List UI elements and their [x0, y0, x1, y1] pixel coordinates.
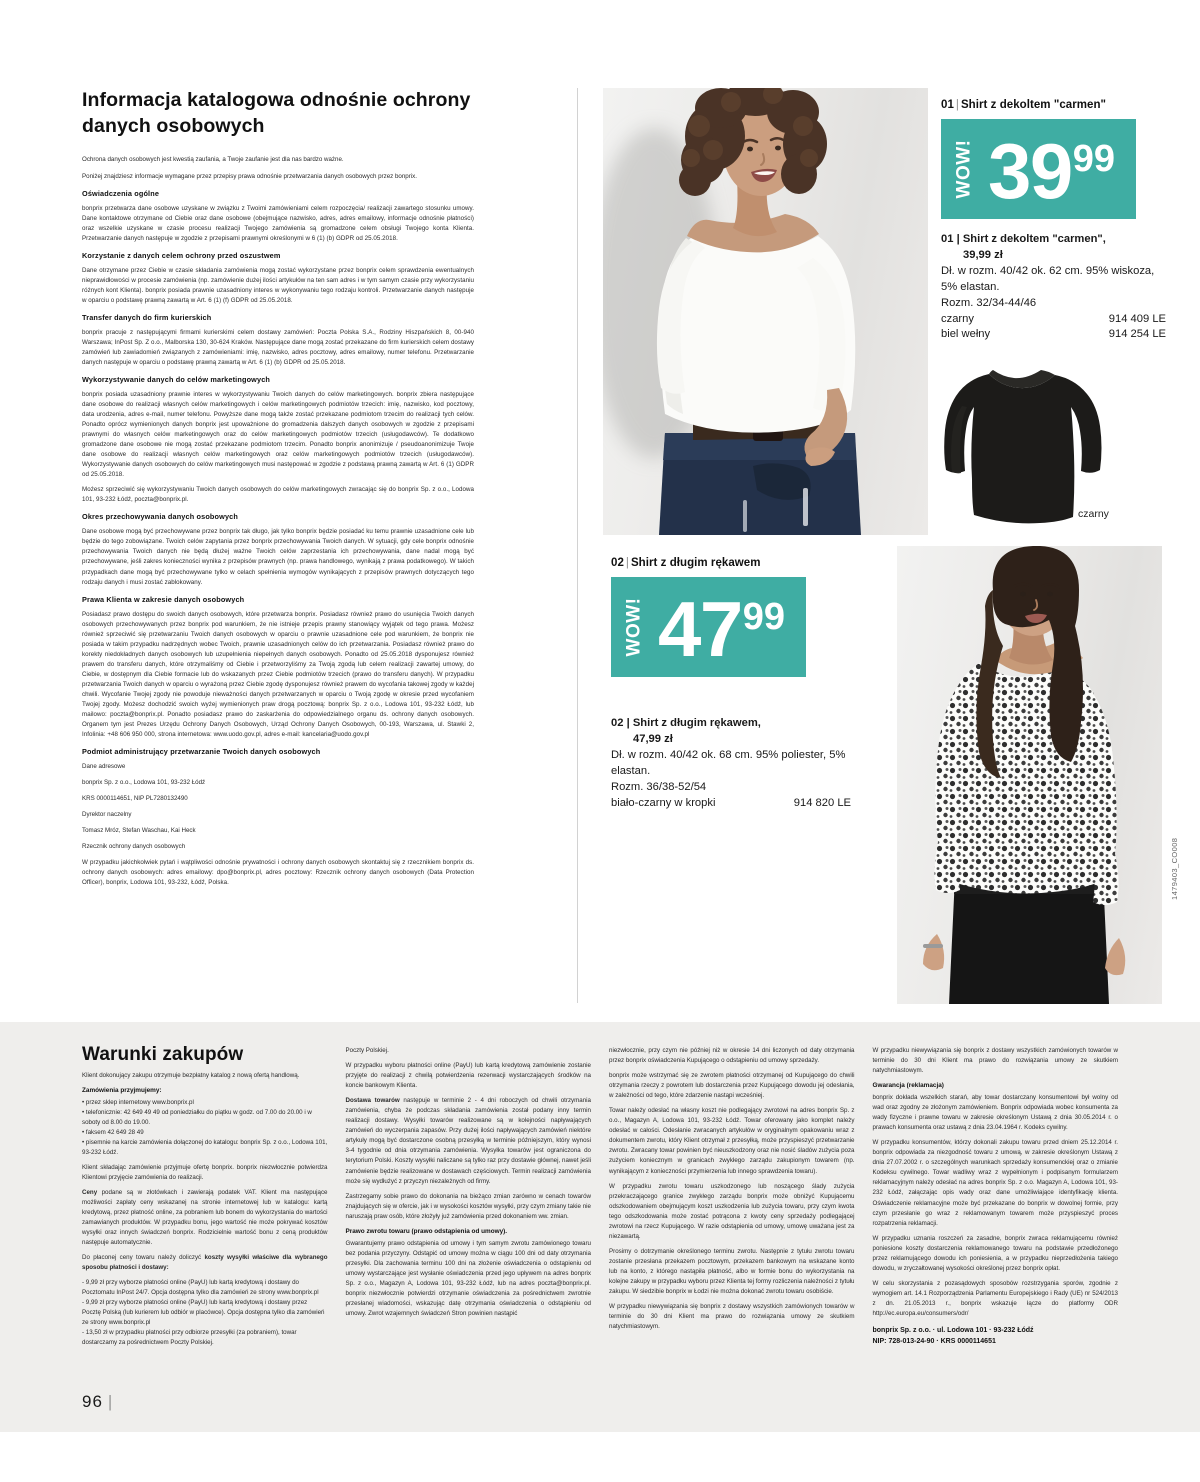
- product-02-title: [611, 557, 891, 569]
- product-02-variant-row-0: [611, 796, 851, 812]
- wow-label-01: WOW!: [953, 139, 975, 199]
- product-01-number: 01: [941, 99, 954, 111]
- page-number: [82, 1392, 113, 1412]
- terms-c3-p2: bonprix może wstrzymać się ze zwrotem płatności otrzymanej od Kupującego do chwili otrzymania rzeczy z powrotem lub dostarczenia przez Kupującego dowodu jej odesłania, w zależności od tego, które zdarzenie nastąpi wcześniej.: [609, 1072, 855, 1100]
- product-02-caption-sep: |: [626, 717, 630, 729]
- product-02-caption-head: [611, 716, 876, 732]
- privacy-body-fraud: Dane otrzymane przez Ciebie w czasie składania zamówienia mogą zostać wykorzystane przez bonprix celem sprawdzenia ewentualnych nieprawidłowości w procesie zamówienia (np. zamówienie dużej ilości artykułów na ten sam adres i w tym samym czasie przy wykorzystaniu różnych kont Klienta). bonprix posiada prawnie uzasadniony interes w wykonywaniu tego rodzaju kontroli. Przetwarzanie danych następuje w oparciu o podstawę prawną zawartą w Art. 6 (1) (f) GDPR od 25.05.2018.: [82, 266, 474, 304]
- product-02-number: 02: [611, 557, 624, 569]
- product-01-variant-row-0: [941, 312, 1166, 328]
- privacy-intro-2: Poniżej znajdziesz informacje wymagane przez przepisy prawa odnośnie przetwarzania danych osobowych przez bonprix.: [82, 172, 417, 180]
- controller-line-2: KRS 0000114651, NIP PL7280132490: [82, 795, 188, 803]
- model-illustration-01: [603, 88, 928, 535]
- terms-returns-heading: Prawo zwrotu towaru (prawo odstąpienia od umowy).: [345, 1227, 508, 1235]
- terms-column-4: [873, 1044, 1119, 1412]
- product-02-variant-code-0: 914 820 LE: [793, 796, 851, 809]
- privacy-heading-fraud: Korzystanie z danych celem ochrony przed oszustwem: [82, 250, 281, 260]
- flat-shirt-illustration: [942, 360, 1114, 525]
- privacy-body-storage: Dane osobowe mogą być przechowywane przez bonprix tak długo, jak tylko bonprix będzie posiadać ku temu prawnie uzasadnione cele lub będzie do tego zobowiązane. Twoich celów zapytania przez bonprix przechowywania Twoich danych. W sytuacji, gdy cele bonprix odnośnie przechowywania Twoich danych nie będą dłużej ważne Twoich celów zaprzestania ich przechowywania, dane nadal mogą być przechowywane, jeśli zakres konieczności wynika z przepisów prawnych (np. prawa handlowego, wynikają z prawa podatkowego). W takich przypadkach dane mogą być przechowywane tylko w celach spełnienia wymogów wynikających z przepisów prawnych dotyczących tego rodzaju danych i musi zostać zablokowany.: [82, 528, 474, 586]
- product-02-price-integer: 47: [657, 585, 742, 674]
- controller-line-0: Dane adresowe: [82, 763, 126, 771]
- terms-warranty-1: bonprix dokłada wszelkich starań, aby towar dostarczany konsumentowi był wolny od wad oraz zgodny ze złożonym zamówieniem. Bonprix odpowiada wobec konsumenta za wady fizyczne i prawne towaru w zakresie określonym Ustawą z dnia 30.05.2014 r. o prawach konsumenta oraz ustawą z dnia 23.04.1964 r. Kodeks cywilny.: [872, 1094, 1118, 1132]
- product-01-caption-sep: |: [956, 233, 960, 245]
- product-02-price-text: 47,99 zł: [633, 732, 673, 745]
- privacy-closing: W przypadku jakichkolwiek pytań i wątpliwości odnośnie prywatności i ochrony danych osobowych skontaktuj się z rzecznikiem bonprix ds. ochrony danych osobowych: adres emailowy: dpo@bonprix.pl, adres pocztowy: Rzecznik ochrony danych osobowych (Data Protection Officer), bonprix, Lodowa 101, 93-232, Łódź, Polska.: [82, 859, 474, 887]
- terms-prices-body: podane są w złotówkach i zawierają podatek VAT. Klient ma następujące możliwości zapłaty ceny wskazanej na stronie internetowej lub w katalogu: kartą kredytową, przez płatność online, za pobraniem lub bonem do wykorzystania do wartości zamawianych produktów. W przypadku bonu, jego wartość nie może pokrywać kosztów wysyłki oraz innych świadczeń bonprix. Rodzicielnie wartość bonu z ceną produktów następuje automatycznie.: [82, 1188, 328, 1246]
- terms-shipping: [82, 1253, 328, 1273]
- terms-orders-item-2: • faksem 42 649 28 49: [82, 1128, 144, 1136]
- terms-poczty: Poczty Polskiej.: [345, 1047, 389, 1054]
- terms-shipping-lead: Do płaconej ceny towaru należy doliczyć: [82, 1253, 202, 1261]
- terms-c3-p5: Prosimy o dotrzymanie określonego terminu zwrotu. Następnie z tytułu zwrotu towaru zostanie przesłana przekazem pocztowym, przekazem bankowym na wskazane konto lub na konto, z którego nastąpiła płatność, albo w formie bonu do wykorzystania na kolejne zakupy w przypadku wyboru przez Klienta tej formy rozliczenia należności z tytułu zakupu. W siedzibie bonprix w Łodzi nie można dokonać zwrotu towaru osobiście.: [609, 1247, 855, 1296]
- terms-column-2: [346, 1044, 592, 1412]
- product-02-caption-number: 02: [611, 717, 624, 729]
- company-footer-line-1: bonprix Sp. z o.o. · ul. Lodowa 101 · 93-232 Łódź: [872, 1327, 1034, 1335]
- terms-warranty-4: W celu skorzystania z pozasądowych sposobów rozstrzygania sporów, zgodnie z wymogiem art. 14.1 Rozporządzenia Parlamentu Europejskiego i Rady (UE) nr 524/2013 z dn. 21.05.2013 r., bonprix wskazuje łącze do platformy ODR http://ec.europa.eu/consumers/odr/: [872, 1279, 1118, 1317]
- product-02-name: Shirt z długim rękawem: [630, 557, 761, 569]
- product-01-price-integer: 39: [987, 127, 1072, 216]
- privacy-marketing-optout: Możesz sprzeciwić się wykorzystywaniu Twoich danych osobowych do celów marketingowych zwracając się do bonprix Sp. z o.o., Lodowa 101, 93-232 Łódź, poczta@bonprix.pl.: [82, 486, 474, 504]
- product-01-caption-title: Shirt z dekoltem "carmen",: [962, 233, 1106, 245]
- privacy-heading-storage: Okres przechowywania danych osobowych: [82, 512, 238, 522]
- company-footer-line-2: NIP: 728-013-24-90 · KRS 0000114651: [872, 1338, 996, 1346]
- terms-shipping-item-2: - 13,50 zł w przypadku płatności przy odbiorze przesyłki (za pobraniem), towar dostarczamy za pośrednictwem Poczty Polskiej.: [82, 1328, 297, 1346]
- terms-c4-top: W przypadku niewywiązania się bonprix z dostawy wszystkich zamówionych towarów w terminie do 30 dni Klient ma prawo do rozwiązania umowy ze skutkiem natychmiastowym.: [872, 1047, 1118, 1075]
- page-number-bar: |: [107, 1392, 114, 1411]
- terms-changes: Zastrzegamy sobie prawo do dokonania na bieżąco zmian zarówno w cenach towarów znajdujących się w ofercie, jak i w wysokości kosztów wysyłki, przy czym zmiany takie nie naruszają praw osób, które złożyły już zamówienia przed dokonaniem ww. zmian.: [345, 1192, 591, 1220]
- product-01-title: [941, 99, 1191, 111]
- product-02-price-badge: [611, 577, 806, 677]
- terms-c3-p1: niezwłocznie, przy czym nie później niż w okresie 14 dni liczonych od daty otrzymania przez bonprix oświadczenia Kupującego o odstąpieniu od umowy sprzedaży.: [609, 1047, 855, 1065]
- terms-orders-item-1: • telefonicznie: 42 649 49 49 od poniedziałku do piątku w godz. od 7.00 do 20.00 i w soboty od 8.00 do 19.00.: [82, 1108, 312, 1126]
- terms-title: Warunki zakupów: [82, 1044, 244, 1065]
- privacy-heading-marketing: Wykorzystywanie danych do celów marketingowych: [82, 374, 271, 384]
- product-02-caption: [611, 716, 876, 811]
- product-02-description-2: Rozm. 36/38-52/54: [611, 780, 707, 793]
- terms-prices-lead: Ceny: [82, 1188, 98, 1196]
- controller-line-5: Rzecznik ochrony danych osobowych: [82, 843, 186, 851]
- terms-column-1: [82, 1044, 328, 1412]
- product-02-description-1: Dł. w rozm. 40/42 ok. 68 cm. 95% poliester, 5% elastan.: [611, 748, 846, 777]
- product-01-variant-color-1: biel wełny: [941, 328, 991, 341]
- wow-label-02: WOW!: [623, 597, 645, 657]
- terms-c3-p3: Towar należy odesłać na własny koszt nie podlegający zwrotowi na adres bonprix Sp. z o.o., Magazyn A, Lodowa 101, 93-232 Łódź. Towar oferowany jako komplet należy odesłać w całości. Odesłanie zwracanych artykułów w oryginalnym opakowaniu wraz z dokumentem zwrotu, który Klient otrzymał z przesyłką, może przyspieszyć przetwarzanie zwrotu. Zwracany towar powinien być nieuszkodzony oraz nie nosić śladów zużycia poza zużyciem koniecznym w granicach zwykłego zarządu zakupionym towarem (np. wynikającym z konieczności przymierzenia lub innego sprawdzenia towaru).: [609, 1107, 855, 1175]
- terms-c3-p4: W przypadku zwrotu towaru uszkodzonego lub noszącego ślady zużycia przekraczającego granice zwykłego zarządu bonprix może obniżyć Kupującemu odszkodowaniem obejmującym koszt uszkodzenia lub zużycia towaru, przy czym kwota tego odszkodowania może zostać potrącona z kwoty ceny sprzedaży podlegającej zwrotowi na rzecz Kupującego. W razie odstąpienia od umowy, umowę uważana jest za niezawartą.: [609, 1182, 855, 1240]
- model-illustration-02: [897, 546, 1162, 1004]
- product-photo-model-01: [603, 88, 928, 535]
- product-photo-model-02: [897, 546, 1162, 1004]
- product-01-description-2: Rozm. 32/34-44/46: [941, 296, 1037, 309]
- product-photo-flat-black-shirt: [942, 360, 1114, 525]
- controller-line-1: bonprix Sp. z o.o., Lodowa 101, 93-232 Łódź: [82, 779, 206, 787]
- product-02-caption-title: Shirt z długim rękawem,: [632, 717, 761, 729]
- terms-orders-item-0: • przez sklep internetowy www.bonprix.pl: [82, 1098, 194, 1106]
- controller-line-3: Dyrektor naczelny: [82, 811, 132, 819]
- print-reference-code: 1479403_CO008: [1170, 837, 1179, 900]
- product-01-caption-head: [941, 232, 1166, 248]
- privacy-heading-rights: Prawa Klienta w zakresie danych osobowych: [82, 594, 245, 604]
- terms-c3-p6: W przypadku niewywiązania się bonprix z dostawy wszystkich zamówionych towarów w terminie do 30 dni Klient ma prawo do rozwiązania umowy ze skutkiem natychmiastowym.: [609, 1303, 855, 1331]
- product-01-variant-code-1: 914 254 LE: [1108, 328, 1166, 341]
- terms-warranty-heading: Gwarancja (reklamacja): [872, 1082, 944, 1090]
- privacy-heading-couriers: Transfer danych do firm kurierskich: [82, 312, 212, 322]
- product-01-name: Shirt z dekoltem "carmen": [960, 99, 1107, 111]
- privacy-body-marketing: bonprix posiada uzasadniony prawnie interes w wykorzystywaniu Twoich danych do celów marketingowych. bonprix zbiera następujące dane osobowe do realizacji własnych celów marketingowych i celów marketingowych podmiotów trzecich: imię, nazwisko, kod pocztowy, data urodzenia, adres e-mail, numer telefonu. Powyższe dane mogą także zostać przekazane podmiotom trzecim do realizacji tych celów. Ponadto oprócz wymienionych danych bonprix jest upoważnione do gromadzenia dalszych danych osobowych w zgodzie z przepisami prawnymi do własnych celów marketingowych oraz do celów marketingowych podmiotów trzecich (usługodawców). Te dodatkowo gromadzone dane osobowe nie mogą zostać przekazane podmiotom trzecim. Ponadto bonprix anonimizuje / pseudoanonimizuje Twoje dane osobowe do realizacji własnych celów marketingowych oraz celów marketingowych podmiotów trzecich (usługodawców). Wykorzystywanie danych osobowych do celów marketingowych musi następować w zgodzie z podstawą prawną zawartą w Art. 6 (1) GDPR od 25.05.2018.: [82, 390, 474, 479]
- product-01-variant-color-0: czarny: [941, 312, 974, 325]
- privacy-heading-general: Oświadczenia ogólne: [82, 188, 160, 198]
- purchase-terms-panel: [0, 1022, 1200, 1432]
- terms-intro: Klient dokonujący zakupu otrzymuje bezpłatny katalog z nową ofertą handlową.: [82, 1072, 300, 1079]
- column-divider: [577, 88, 578, 1003]
- privacy-body-rights: Posiadasz prawo dostępu do swoich danych osobowych, które przetwarza bonprix. Posiadasz również prawo do usunięcia Twoich danych osobowych przechowywanych przez bonprix pod warunkiem, że nie istnieje przepis prawny stanowiący wyjątek od tego prawa. Możesz również sprzeciwić się przetwarzaniu Twoich danych osobowych w oparciu o prawnie uzasadnione cele pod warunkiem, że bonprix nie posiada w takim przypadku nadrzędnych wobec Twoich, prawnie uzasadnionych celów do ich przetwarzania. Posiadasz również prawo do korekty niedokładnych danych osobowych lub uzupełnienia niepełnych danych osobowych. Ponadto od 25.05.2018 dysponujesz również prawem do transferu danych, które otrzymaliśmy od Ciebie i przetworzyliśmy za Twoją zgodą lub celem realizacji zawartej umowy, do Ciebie, w dostępnym dla Ciebie formacie lub do wskazanych przez Ciebie podmiotów trzecich (prawo do transferu danych). W przypadku przetwarzania Twoich danych w oparciu o wyrażoną przez Ciebie zgodę dysponujesz również prawem do wycofania takowej zgody w każdej chwili. Wycofanie Twojej zgody nie powoduje nieważności danych przetwarzanych w oparciu o Twoją zgodę w okresie przed wycofaniem Twojej zgody. Możesz dochodzić swoich wyżej wymienionych praw drogą pocztową: bonprix Sp. z o.o., Lodowa 101, 93-232 Łódź, lub mailowo: poczta@bonprix.pl. Ponadto posiadasz prawo do zaskarżenia do odpowiedzialnego organu ds. ochrony danych osobowych. Organem tym jest Prezes Urzędu Ochrony Danych Osobowych, Urząd Ochrony Danych Osobowych, 00-193, Warszawa, ul. Stawki 2, Infolinia: +48 606 950 000, strona internetowa: www.uodo.gov.pl, adres e-mail: kancelaria@uodo.gov.pl: [82, 610, 474, 739]
- product-01-caption: [941, 232, 1166, 343]
- product-02-variant-color-0: biało-czarny w kropki: [611, 796, 716, 809]
- product-01-description-1: Dł. w rozm. 40/42 ok. 62 cm. 95% wiskoza, 5% elastan.: [941, 264, 1155, 293]
- page-title: Informacja katalogowa odnośnie ochrony danych osobowych: [82, 89, 471, 137]
- product-01-variant-code-0: 914 409 LE: [1108, 312, 1166, 325]
- product-01-price-badge: [941, 119, 1136, 219]
- product-01-price-decimal: 99: [1072, 138, 1116, 181]
- product-01-sep: |: [955, 99, 959, 111]
- terms-columns: [82, 1044, 1118, 1412]
- terms-shipping-item-0: - 9,99 zł przy wyborze płatności online (PayU) lub kartą kredytową i dostawy do Pocztomatu InPost 24/7. Opcja dostępna tylko dla zamówień ze strony www.bonprix.pl: [82, 1278, 319, 1296]
- terms-orders-heading: Zamówienia przyjmujemy:: [82, 1087, 162, 1095]
- terms-prices: [82, 1188, 328, 1248]
- privacy-information-column: [82, 88, 474, 998]
- terms-delivery-body: następuje w terminie 2 - 4 dni roboczych od chwili otrzymania zamówienia, chyba że podczas składania zamówienia został podany inny termin realizacji dostawy. Wysyłki towarów realizowane są w kolejności napływających zamówień do wyczerpania zapasów. Przy dużej ilości napływających zamówień niektóre artykuły mogą być dostarczone osobną przesyłką w terminie późniejszym, który wynosi 3-4 tygodnie od dnia otrzymania zamówienia. Wysyłka towarów jest ograniczona do terytorium Polski. Koszty wysyłki naliczane są tylko raz przy dostawie głównej, nawet jeśli zamówienie będzie realizowane w dostawach częściowych. Termin realizacji zamówienia może się wydłużyć z przyczyn niezależnych od firmy.: [345, 1097, 591, 1185]
- product-01-variant-row-1: [941, 327, 1166, 343]
- terms-shipping-item-1: - 9,99 zł przy wyborze płatności online (PayU) lub kartą kredytową i dostawy przez Pocztę Polską (lub kurierem lub odbiór w placówce). Opcja dostępna tylko dla zamówień ze strony www.bonprix.pl: [82, 1298, 325, 1326]
- terms-delivery-lead: Dostawa towarów: [345, 1097, 400, 1105]
- terms-warranty-3: W przypadku uznania roszczeń za zasadne, bonprix zwraca reklamującemu również poniesione koszty dostarczenia reklamowanego towaru na podstawie przedłożonego przez reklamującego dowodu ich poniesienia, a w przypadku nieprzedłożenia takiego dowodu, w zryczałtowanej wysokości określonej przez bonprix opłat.: [872, 1234, 1118, 1272]
- terms-shipping-body: koszty wysyłki właściwe dla wybranego sposobu płatności i dostawy:: [82, 1253, 328, 1271]
- page-number-value: 96: [82, 1392, 103, 1411]
- terms-delivery: [346, 1096, 592, 1186]
- bottom-margin: [0, 1432, 1200, 1482]
- terms-offer: Klient składając zamówienie przyjmuje ofertę bonprix. bonprix niezwłocznie potwierdza Klientowi przyjęcie zamówienia do realizacji.: [82, 1163, 328, 1181]
- terms-column-3: [609, 1044, 855, 1412]
- terms-warranty-2: W przypadku konsumentów, którzy dokonali zakupu towaru przed dniem 25.12.2014 r. bonprix odpowiada za niezgodność towaru z umową, w zakresie określonym Ustawą z dnia 27.07.2002 r. o szczególnych warunkach sprzedaży konsumenckiej oraz o zmianie Kodeksu cywilnego. Towar wadliwy wraz z wypełnionym i podpisanym formularzem reklamacyjnym należy odesłać na adres bonprix Sp. z o.o. Magazyn A, Lodowa 101, 93-232 Łódź, załączając opis wady oraz dane umożliwiające identyfikację klienta. Oświadczenie reklamacyjne może być przekazane do bonprix w dowolnej formie, przy czym przesłanie go wraz z reklamowanym towarem może przyspieszyć proces rozpatrzenia reklamacji.: [872, 1139, 1118, 1227]
- product-01-caption-number: 01: [941, 233, 954, 245]
- privacy-body-general: bonprix przetwarza dane osobowe uzyskane w związku z Twoimi zamówieniami celem rozpoczęcia/ realizacji zawartego stosunku umowy. Dane kontaktowe otrzymane od Ciebie oraz dane osobowe (obejmujące nazwisko, adres, adres emailowy, informacje odnośnie płatności) oraz wszelkie uzyskane w czasie procesu realizacji Twojego zamówienia są gromadzone celem obsługi Twojego konta Klienta. Przetwarzanie danych następuje w zgodzie z przepisami prawnymi określonymi w 6 (1) (b) GDPR od 25.05.2018.: [82, 204, 474, 242]
- flat-shirt-color-label: czarny: [1078, 508, 1109, 520]
- product-02-price-decimal: 99: [742, 596, 786, 639]
- product-02-sep: |: [625, 557, 629, 569]
- privacy-intro-1: Ochrona danych osobowych jest kwestią zaufania, a Twoje zaufanie jest dla nas bardzo ważne.: [82, 156, 344, 164]
- product-01-price-text: 39,99 zł: [963, 248, 1003, 261]
- terms-orders-item-3: • pisemnie na karcie zamówienia dołączonej do katalogu: bonprix Sp. z o.o., Lodowa 101, 93-232 Łódź.: [82, 1138, 328, 1156]
- privacy-body-couriers: bonprix pracuje z następującymi firmami kurierskimi celem dostawy zamówień: Poczta Polska S.A., Rodziny Hiszpańskich 8, 00-940 Warszawa; InPost Sp. Z o.o., Malborska 130, 30-624 Kraków. Następujące dane mogą zostać przekazane do firm kurierskich celem dostawy zamówień lub zawiadomień związanych z zamówieniami: imię, nazwisko, adres pocztowy, adres emailowy, numer telefonu. Przetwarzanie danych następuje w oparciu o podstawę prawną zawartą w Art. 6 (1) (b) GDPR od 25.05.2018.: [82, 328, 474, 366]
- terms-online-payment: W przypadku wyboru płatności online (PayU) lub kartą kredytową zamówienie zostanie przyjęte do realizacji z chwilą potwierdzenia rezerwacji wystarczających środków na koncie bankowym Klienta.: [345, 1062, 591, 1090]
- controller-line-4: Tomasz Mróz, Stefan Waschau, Kai Heck: [82, 827, 196, 835]
- terms-returns-body: Gwarantujemy prawo odstąpienia od umowy i tym samym zwrotu zamówionego towaru bez podania przyczyny. Odstąpić od umowy można w ciągu 100 dni od daty otrzymania przesyłki. Dla zachowania terminu 100 dni na złożenie oświadczenia o odstąpieniu od umowy wystarczające jest wysłanie oświadczenia przed jego upływem na adres bonprix Sp. z o.o., Magazyn A, Lodowa 101, 93-232 Łódź, lub na adres poczta@bonprix.pl. bonprix niezwłocznie potwierdzi otrzymanie oświadczenia za pośrednictwem zwrotnie przesłanej wiadomości, wskazując datę otrzymania oświadczenia o odstąpieniu od umowy. Zwrot wzajemnych świadczeń Stron powinien nastąpić: [345, 1239, 591, 1317]
- privacy-heading-controller: Podmiot administrujący przetwarzanie Twoich danych osobowych: [82, 747, 321, 757]
